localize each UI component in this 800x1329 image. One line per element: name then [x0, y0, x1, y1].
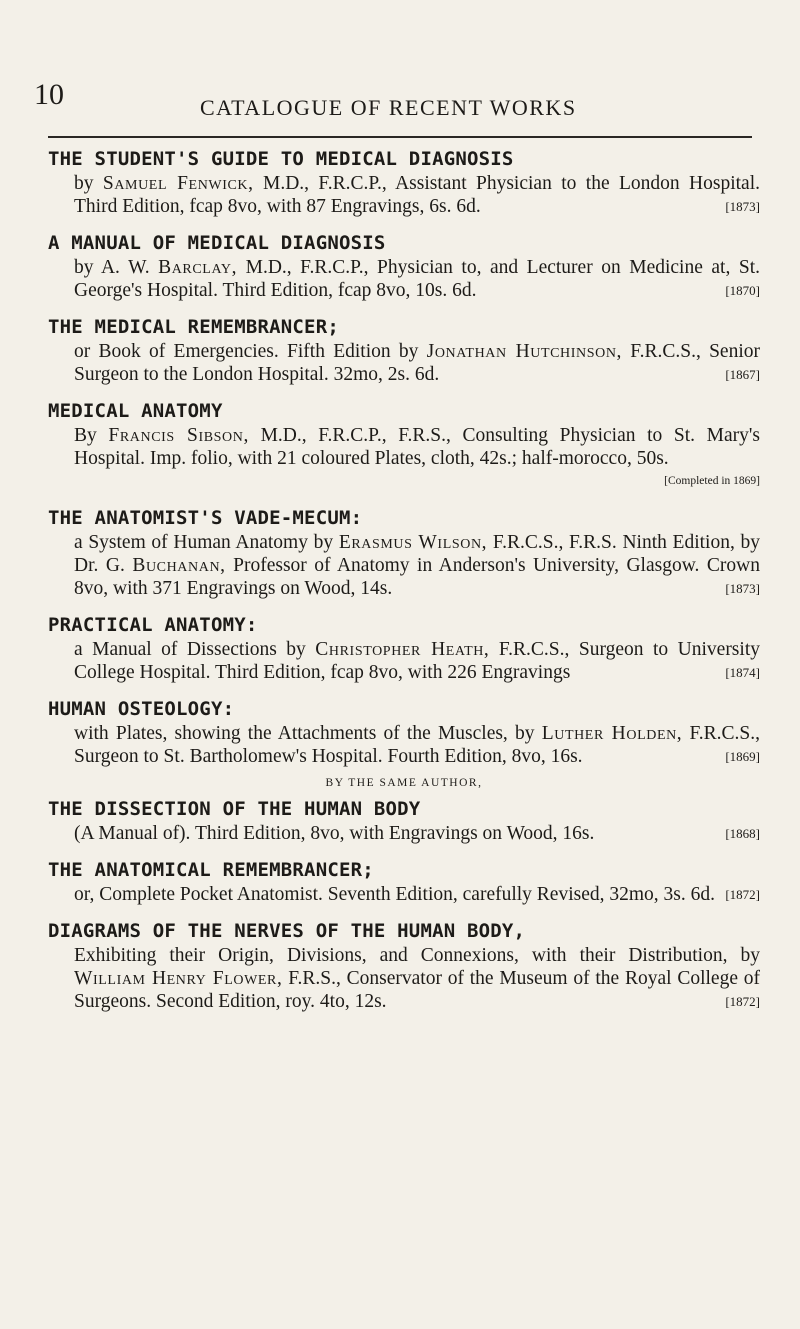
entry-author-secondary: Buchanan, — [132, 555, 226, 576]
entry-author: Christopher Heath, — [315, 639, 490, 660]
catalogue-entries — [48, 147, 760, 1026]
entry-body — [48, 531, 760, 600]
entry-description: (A Manual of). Third Edition, 8vo, with Engravings on Wood, 16s. — [74, 823, 595, 844]
catalogue-entry — [48, 147, 760, 218]
entry-description: F.R.C.S., Surgeon to University College Hospital. Third Edition, fcap 8vo, with 226 Engravings — [74, 639, 760, 683]
entry-description-secondary: Professor of Anatomy in Anderson's University, Glasgow. Crown 8vo, with 371 Engravings on Wood, 14s. — [74, 555, 760, 599]
entry-description: M.D., F.R.C.P., Assistant Physician to the London Hospital. Third Edition, fcap 8vo, with 87 Engravings, 6s. 6d. — [74, 173, 760, 217]
entry-description: M.D., F.R.C.P., Physician to, and Lecturer on Medicine at, St. George's Hospital. Third Edition, fcap 8vo, 10s. 6d. — [74, 257, 761, 301]
entry-title: THE DISSECTION OF THE HUMAN BODY — [48, 798, 421, 820]
entry-body — [48, 822, 760, 845]
entry-year: [1874] — [725, 665, 760, 680]
entry-description: or, Complete Pocket Anatomist. Seventh Edition, carefully Revised, 32mo, 3s. 6d. — [74, 884, 716, 905]
entry-body — [48, 340, 760, 386]
catalogue-entry — [48, 797, 760, 845]
same-author-byline: BY THE SAME AUTHOR, — [325, 777, 483, 789]
entry-year: [1873] — [725, 199, 760, 214]
catalogue-entry — [48, 919, 760, 1013]
entry-by: by — [74, 173, 94, 194]
entry-by: with Plates, showing the Attachments of the Muscles, by — [74, 723, 535, 744]
running-title: CATALOGUE OF RECENT WORKS — [200, 95, 577, 120]
catalogue-entry — [48, 506, 760, 600]
entry-title: PRACTICAL ANATOMY: — [48, 614, 258, 636]
entry-by: By — [74, 425, 97, 446]
entry-body — [48, 172, 760, 218]
entry-year: [1873] — [725, 581, 760, 596]
entry-year: [1872] — [725, 994, 760, 1009]
entry-year: [1869] — [725, 749, 760, 764]
entry-year: [1867] — [725, 367, 760, 382]
catalogue-entry — [48, 697, 760, 768]
entry-by: or Book of Emergencies. Fifth Edition by — [74, 341, 419, 362]
entry-description: F.R.S., Conservator of the Museum of the Royal College of Surgeons. Second Edition, roy. 4to, 12s. — [74, 968, 760, 1012]
entry-title: HUMAN OSTEOLOGY: — [48, 698, 235, 720]
entry-author: Jonathan Hutchinson, — [426, 341, 623, 362]
entry-author: Francis Sibson, — [108, 425, 249, 446]
entry-by: by A. W. — [74, 257, 150, 278]
entry-description: F.R.C.S., Surgeon to St. Bartholomew's Hospital. Fourth Edition, 8vo, 16s. — [74, 723, 761, 767]
entry-year: [1872] — [725, 887, 760, 902]
entry-body — [48, 424, 760, 493]
catalogue-entry — [48, 315, 760, 386]
entry-title: MEDICAL ANATOMY — [48, 400, 223, 422]
entry-author: Erasmus Wilson, — [338, 532, 488, 553]
entry-year: [1870] — [725, 283, 760, 298]
entry-body — [48, 883, 760, 906]
entry-by: Exhibiting their Origin, Divisions, and Connexions, with their Distribution, by — [74, 945, 760, 966]
entry-title: DIAGRAMS OF THE NERVES OF THE HUMAN BODY, — [48, 920, 526, 942]
catalogue-entry — [48, 399, 760, 493]
entry-author: William Henry Flower, — [74, 968, 283, 989]
entry-year: [1868] — [725, 826, 760, 841]
header-rule — [48, 136, 752, 138]
entry-title: THE ANATOMIST'S VADE-MECUM: — [48, 507, 363, 529]
entry-title: THE MEDICAL REMEMBRANCER; — [48, 316, 339, 338]
entry-title: A MANUAL OF MEDICAL DIAGNOSIS — [48, 232, 386, 254]
entry-title: THE ANATOMICAL REMEMBRANCER; — [48, 859, 374, 881]
entry-body — [48, 638, 760, 684]
entry-description: F.R.C.S., Senior Surgeon to the London Hospital. 32mo, 2s. 6d. — [74, 341, 760, 385]
entry-description: F.R.C.S., F.R.S. Ninth Edition, by Dr. G. — [74, 532, 761, 576]
entry-description: M.D., F.R.C.P., F.R.S., Consulting Physician to St. Mary's Hospital. Imp. folio, with 21 coloured Plates, cloth, 42s.; half-morocco, 50s. — [74, 425, 761, 469]
page-number: 10 — [34, 78, 64, 111]
catalogue-entry — [48, 858, 760, 906]
entry-body — [48, 722, 760, 768]
entry-body — [48, 944, 760, 1013]
catalogue-entry — [48, 613, 760, 684]
catalogue-entry — [48, 231, 760, 302]
entry-author: Barclay, — [158, 257, 238, 278]
entry-author: Luther Holden, — [541, 723, 683, 744]
entry-by: a Manual of Dissections by — [74, 639, 306, 660]
entry-title: THE STUDENT'S GUIDE TO MEDICAL DIAGNOSIS — [48, 148, 514, 170]
entry-by: a System of Human Anatomy by — [74, 532, 334, 553]
entry-author: Samuel Fenwick, — [102, 173, 254, 194]
entry-body — [48, 256, 760, 302]
entry-year: [Completed in 1869] — [664, 475, 760, 487]
